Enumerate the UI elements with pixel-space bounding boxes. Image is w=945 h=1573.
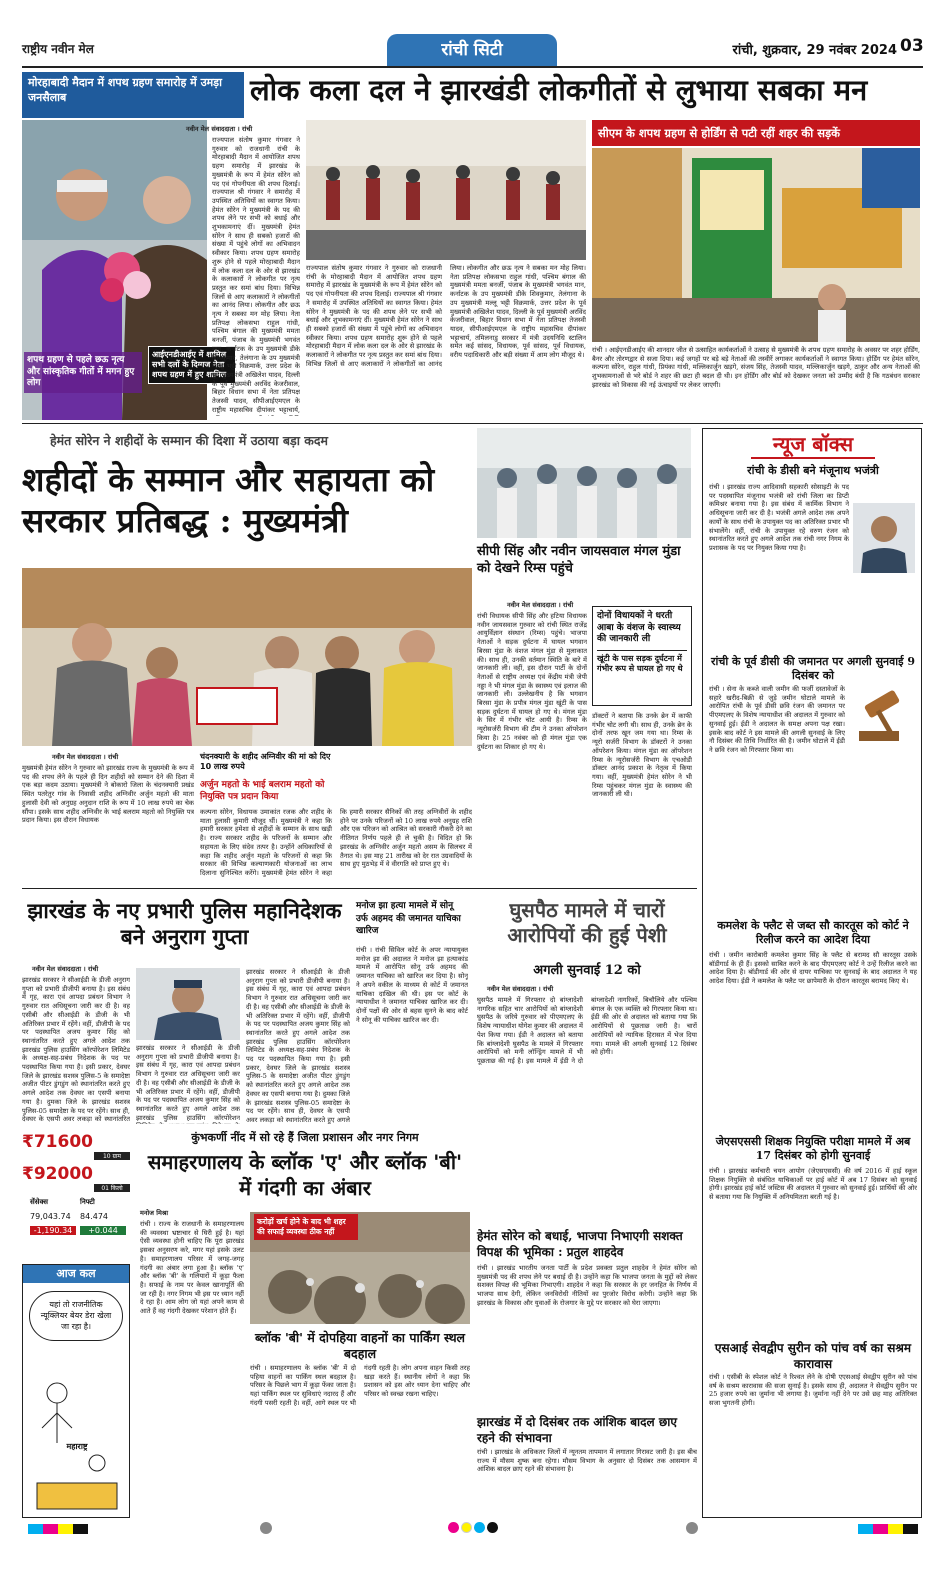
paper-logo: राष्ट्रीय नवीन मेल (22, 42, 94, 56)
caption-left: शपथ ग्रहण से पहले छऊ नृत्य और सांस्कृतिक गीतों में मगन हुए लोग (24, 352, 142, 393)
dgp-body-a: झारखंड सरकार ने सीआईडी के डीजी अनुराग गुप्ता को प्रभारी डीजीपी बनाया है। इस संबंध में गृह, कारा एवं आपदा प्रबंधन विभाग ने गुरुवार रात अधिसूचना जारी कर दी है। वह एसीबी और सीआईडी के डीजी के भी अतिरिक्त प्रभार में रहेंगे। वहीं, डीजीपी के पद पर पदस्थापित अजय कुमार सिंह को स्थानांतरित करते हुए अगले आदेश तक झारखंड पुलिस हाउसिंग कॉरपोरेशन लिमिटेड के अध्यक्ष-सह-प्रबंध निदेशक के पद पर पदस्थापित किया गया है। इसी प्रकार, देवघर जिले के झारखंड सशस्त्र पुलिस-5 के समादेष्टा अजीत पीटर डुंगडुंग को स्थानांतरित करते हुए अगले आदेश तक देवघर का एसपी बनाया गया है। दुमका जिले के झारखंड सशस्त्र पुलिस-05 समादेष्टा के पद पर रहेंगे। साथ ही, देवघर के एसपी अवर लकड़ा को स्थानांतरित (22, 976, 130, 1124)
news-item-body: रांची । एसीबी के स्पेशल कोर्ट ने रिश्वत लेने के दोषी एएसआई सेवद्वीप सुरीन को पांच वर्ष के सश्रम कारावास की सजा सुनाई है। इसके साथ ही, अदालत ने सेवद्वीप सुरीन पर 25 हजार रुपये का जुर्माना भी लगाया है। जुर्माना नहीं देने पर उसे छह माह अतिरिक्त सजा भुगतनी होगी। (709, 1373, 917, 1408)
sensex-label: सेंसेक्स (30, 1198, 48, 1206)
ghuspaith-byline: नवीन मेल संवाददाता । रांची (487, 985, 554, 993)
news-item-body: रांची । सेना के कब्जे वाली जमीन की फर्जी दस्तावेजों के सहारे खरीद-बिक्री से जुड़े जमीन घोटाले मामले के आरोपित रांची के पूर्व डीसी छवि रंजन की जमानत पर पीएमएलए के विशेष न्यायाधीश की अदालत में गुरुवार को सुनवाई हुई। ईडी ने अदालत के समक्ष अपना पक्ष रखा। इसके बाद कोर्ट ने इस मामले की अगली सुनवाई के लिए नौ दिसंबर की तिथि निर्धारित की है। जमीन घोटाले में ईडी ने छवि रंजन को गिरफ्तार किया था। (709, 685, 845, 754)
cartoon-bubble: यहां तो राजनीतिक न्यूक्लियर बेयर डेरा खेला जा रहा है। (29, 1291, 123, 1341)
right-head: सीएम के शपथ ग्रहण से होर्डिंग से पटी रहीं शहर की सड़कें (592, 120, 920, 146)
sonu-body: रांची । रांची सिविल कोर्ट के अपर न्यायायुक्त मनोज झा की अदालत ने मनोज झा हत्याकांड मामले में आरोपित सोनू उर्फ अहमद की जमानत याचिका को खारिज कर दिया है। सोनू ने अपने वकील के माध्यम से कोर्ट में जमानत याचिका दाखिल की थी। इस पर कोर्ट के न्यायाधीश ने जमानत याचिका खारिज कर दी। दोनों पक्षों की ओर से बहस सुनने के बाद कोर्ट ने सोनू की याचिका खारिज कर दी। (356, 946, 468, 1024)
sensex-value: 79,043.74 (30, 1212, 71, 1221)
collectorate-byline: मनोज मिश्रा (140, 1209, 169, 1217)
right-body: रांची । आईएनडीआईए की शानदार जीत से उत्साहित कार्यकर्ताओं ने उत्साह से मुख्यमंत्री के शपथ ग्रहण समारोह के अवसर पर शहर होर्डिंग, बैनर और तोरणद्वार से सजा दिया। कई जगहों पर बड़े बड़े नेताओं की तस्वीरें लगाकर कार्यकर्ताओं ने स्वागत किया। होर्डिंग पर हेमंत सोरेन, कल्पना सोरेन, राहुल गांधी, प्रियंका गांधी, मल्लिकार्जुन खड़गे, संजय सिंह, तेजस्वी यादव, मल्लिकार्जुन खड़गे, ठाकुर और अन्य नेताओं की शुभकामनाओं से भरे बोर्ड ने शहर की छटा ही बदल दी थी। इन होर्डिंग और बोर्ड को देखकर जनता को उम्मीद बंधी है कि गठबंधन सरकार झारखंड को विकास की नई ऊंचाइयों पर लेकर जाएगी। (592, 346, 920, 389)
sensex-change: -1,190.34 (30, 1226, 76, 1235)
news-item-head: रांची के पूर्व डीसी की जमानत पर अगली सुनवाई 9 दिसंबर को (711, 655, 915, 683)
rims-headline: सीपी सिंह और नवीन जायसवाल मंगल मुंडा को देखने रिम्स पहुंचे (477, 544, 681, 576)
news-box-title: न्यूज बॉक्स (751, 429, 875, 459)
rims-box (592, 606, 692, 706)
register-mark (686, 1522, 698, 1534)
top-byline: नवीन मेल संवाददाता । रांची (186, 125, 253, 133)
register-mark (260, 1522, 272, 1534)
shahdev-headline: हेमंत सोरेन को बधाई, भाजपा निभाएगी सशक्त विपक्ष की भूमिका : प्रतुल शाहदेव (477, 1229, 683, 1260)
divider (22, 423, 923, 424)
color-bar (28, 1524, 88, 1534)
lead-kicker: हेमंत सोरेन ने शहीदों के सम्मान की दिशा में उठाया बड़ा कदम (50, 433, 329, 448)
nifty-change: +0.044 (80, 1226, 126, 1235)
collectorate-headline: समाहरणालय के ब्लॉक 'ए' और ब्लॉक 'बी' में गंदगी का अंबार (147, 1150, 463, 1200)
lead-body2: कल्पना सोरेन, विधायक उमाकांत रजक और शहीद के माता हुलासी कुमारी मौजूद थीं। मुख्यमंत्री ने कहा कि हमारी सरकार हमेशा से शहीदों के सम्मान के साथ खड़ी है। राज्य सरकार शहीद के परिजनों के सम्मान और सहायता के लिए संदेव तत्पर है। उन्होंने अधिकारियों से कहा कि शहीद अर्जुन महतो के परिजनों से कहा कि सरकार की विभिन्न कल्याणकारी योजनाओं का लाभ दिलाना सुनिश्चित करेंगे। मुख्यमंत्री हेमंत सोरेन ने कहा कि हमारी सरकार सैनिकों की तरह अग्निवीरों के शहीद होने पर उनके परिजनों को 10 लाख रुपये अनुग्रह राशि और एक परिजन को आश्रित को सरकारी नौकरी देने का नीतिगत निर्णय पहले ही ले चुकी है। विदित हो कि झारखंड के अग्निवीर अर्जुन महतो असम के सिलचर में तैनात थे। इस माह 21 तारीख को देर रात उग्रवादियों के साथ हुए मुठभेड़ में वे वीरगति को प्राप्त हुए थे। (200, 808, 472, 877)
top-body-b: राज्यपाल संतोष कुमार गंगवार ने गुरुवार को राजधानी रांची के मोरहाबादी मैदान में आयोजित शपथ ग्रहण समारोह में झारखंड के मुख्यमंत्री के रूप में हेमंत सोरेन को पद एवं गोपनीयता की शपथ दिलाई। राज्यपाल श्री गंगवार ने समारोह में उपस्थित अतिथियों का स्वागत किया। हेमंत सोरेन ने मुख्यमंत्री के पद की शपथ लेने पर सभी को बधाई और शुभकामनाएं दीं। मुख्यमंत्री हेमंत सोरेन ने साथ ही सबको हजारों की संख्या में पहुंचे लोगों का अभिवादन स्वीकार किया। शपथ ग्रहण समारोह शुरू होने से पहले मोरहाबादी मैदान में लोक कला दल के ओर से झारखंड के कलाकारों ने लोकगीत पर नृत्य प्रस्तुत कर समां बांध दिया। विभिन्न जिलों से आए कलाकारों ने लोकगीतों का आनंद लिया। लोकगीत और छऊ नृत्य ने सबका मन मोह लिया। नेता प्रतिपक्ष लोकसभा राहुल गांधी, पश्चिम बंगाल की मुख्यमंत्री ममता बनर्जी, पंजाब के मुख्यमंत्री भगवंत मान, कर्नाटक के उप मुख्यमंत्री डीके शिवकुमार, तेलंगाना के उप मुख्यमंत्री मल्लू भट्टी विक्रमार्क, उत्तर प्रदेश के पूर्व मुख्यमंत्री अखिलेश यादव, दिल्ली के पूर्व मुख्यमंत्री अरविंद केजरीवाल, बिहार विधान सभा में नेता प्रतिपक्ष तेजस्वी यादव, सीपीआईएमएल के राष्ट्रीय महासचिव दीपांकर भट्टाचार्य, तमिलनाडु सरकार में मंत्री उदयनिधि स्टालिन समेत कई सांसद, विधायक, पूर्व सांसद, पूर्व विधायक, वरीय पदाधिकारी और बड़ी संख्या में आम लोग मौजूद थे। (306, 264, 586, 368)
top-body-a: राज्यपाल संतोष कुमार गंगवार ने गुरुवार को राजधानी रांची के मोरहाबादी मैदान में आयोजित शपथ ग्रहण समारोह में झारखंड के मुख्यमंत्री के रूप में हेमंत सोरेन को पद एवं गोपनीयता की शपथ दिलाई। राज्यपाल श्री गंगवार ने समारोह में उपस्थित अतिथियों का स्वागत किया। हेमंत सोरेन ने मुख्यमंत्री के पद की शपथ लेने पर सभी को बधाई और शुभकामनाएं दीं। मुख्यमंत्री हेमंत सोरेन ने साथ ही सबको हजारों की संख्या में पहुंचे लोगों का अभिवादन स्वीकार किया। शपथ ग्रहण समारोह शुरू होने से पहले मोरहाबादी मैदान में लोक कला दल के ओर से झारखंड के कलाकारों ने लोकगीत पर नृत्य प्रस्तुत कर समां बांध दिया। विभिन्न जिलों से आए कलाकारों ने लोकगीतों का आनंद लिया। लोकगीत और छऊ नृत्य ने सबका मन मोह लिया। नेता प्रतिपक्ष लोकसभा राहुल गांधी, पश्चिम बंगाल की मुख्यमंत्री ममता बनर्जी, पंजाब के मुख्यमंत्री भगवंत मान, कर्नाटक के उप मुख्यमंत्री डीके शिवकुमार, तेलंगाना के उप मुख्यमंत्री मल्लू भट्टी विक्रमार्क, उत्तर प्रदेश के पूर्व मुख्यमंत्री अखिलेश यादव, दिल्ली के पूर्व मुख्यमंत्री अरविंद केजरीवाल, बिहार विधान सभा में नेता प्रतिपक्ष तेजस्वी यादव, सीपीआईएमएल के राष्ट्रीय महासचिव दीपांकर भट्टाचार्य, (212, 136, 300, 414)
cartoon-title: आज कल (23, 1265, 129, 1283)
top-tag: मोरहाबादी मैदान में शपथ ग्रहण समारोह में उमड़ा जनसैलाब (22, 72, 244, 118)
masthead (22, 34, 923, 68)
photo-folk-dance (306, 120, 586, 260)
news-item-head: एसआई सेवद्वीप सुरीन को पांच वर्ष का सश्रम कारावास (714, 1341, 912, 1371)
dgp-byline: नवीन मेल संवाददाता । रांची (32, 965, 99, 973)
dgp-headline: झारखंड के नए प्रभारी पुलिस महानिदेशक बने अनुराग गुप्ता (27, 898, 342, 950)
photo-rims (477, 428, 691, 538)
rims-byline: नवीन मेल संवाददाता । रांची (507, 601, 574, 609)
color-dots (448, 1522, 500, 1534)
ghuspaith-body: घुसपैठ मामले में गिरफ्तार दो बांग्लादेशी नागरिक सहित चार आरोपियों को बांग्लादेशी घुसपैठ के जरिये गुरुवार को पीएमएलए के विशेष न्यायाधीश योगेश कुमार की अदालत में पेश किया गया। ईडी ने अदालत को बताया कि बांग्लादेशी घुसपैठ के मामले में गिरफ्तार आरोपियों को मनी लॉन्ड्रिंग मामले में भी पूछताछ की गई है। इस मामले में ईडी ने दो बांग्लादेशी नागरिकों, बिचौलिये और पश्चिम बंगाल के एक व्यक्ति को गिरफ्तार किया था। ईडी की ओर से अदालत को बताया गया कि आरोपियों से पूछताछ जारी है। चारों आरोपियों को न्यायिक हिरासत में भेज दिया गया। मामले की अगली सुनवाई 12 दिसंबर को होगी। (477, 996, 697, 1065)
silver-unit: 01 किलो (94, 1184, 130, 1192)
photo-manjunath (853, 503, 915, 573)
cartoon-box (22, 1264, 130, 1518)
ghuspaith-headline: घुसपैठ मामले में चारों आरोपियों की हुई पेशी (507, 898, 667, 947)
news-item-head: कमलेश के फ्लैट से जब्त सौ कारतूस को कोर्ट ने रिलीज करने का आदेश दिया (717, 919, 909, 947)
caption-badge: आईएनडीआईए में शामिल सभी दलों के दिग्गज नेता शपथ ग्रहण में हुए शामिल (148, 346, 236, 384)
news-item-head: रांची के डीसी बने मंजूनाथ भजंत्री (747, 464, 879, 477)
market-box (22, 1130, 130, 1244)
nifty-value: 84.474 (80, 1212, 108, 1221)
rims-box-head: दोनों विधायकों ने धरती आबा के वंशज के स्वास्थ्य की जानकारी ली (597, 611, 681, 645)
collectorate-sub-head: ब्लॉक 'बी' में दोपहिया वाहनों का पार्किंग स्थल बदहाल (254, 1330, 466, 1362)
rims-body: रांची विधायक सीपी सिंह और हटिया विधायक नवीन जायसवाल गुरुवार को रांची स्थित राजेंद्र आयुर्विज्ञान संस्थान (रिम्स) पहुंचे। भाजपा नेताओं ने सड़क दुर्घटना में घायल भगवान बिरसा मुंडा के वंशज मंगल मुंडा से मुलाकात की। साथ ही, उनकी वर्तमान स्थिति के बारे में जानकारी ली। वहीं, इस दौरान पार्टी के दोनों नेताओं से राष्ट्रीय अध्यक्ष एवं केंद्रीय मंत्री जेपी नड्डा ने भी मंगल मुंडा के स्वास्थ्य एवं इलाज की जानकारी ली। उल्लेखनीय है कि भगवान बिरसा मुंडा के प्रपौत्र मंगल मुंडा खूंटी के पास सड़क दुर्घटना में घायल हो गए थे। मंगल मुंडा के सिर में गंभीर चोट आयी है। रिम्स के न्यूरोसर्जरी विभाग की टीम ने उनका ऑपरेशन किया है। 25 नवंबर को ही मंगल मुंडा एक दुर्घटना का शिकार हो गए थे। (477, 612, 587, 751)
photo-anurag-gupta (136, 968, 240, 1040)
lead-body: मुख्यमंत्री हेमंत सोरेन ने गुरुवार को झारखंड राज्य के मुख्यमंत्री के रूप में पद की शपथ लेने के पहले ही दिन शहीदों को सम्मान देने की दिशा में एक बड़ा कदम उठाया। मुख्यमंत्री ने बोकारो जिला के चंदनक्यारी प्रखंड स्थित पतरेतुर गांव के निवासी शहीद अग्निवीर अर्जुन महतो की माता हुलासी देवी को अनुग्रह अनुदान राशि के रूप में 10 लाख रुपये का चेक सौंपा। इसके साथ शहीद अग्निवीर के भाई बलराम महतो को नियुक्ति पत्र प्रदान किया। इस दौरान विधायक (22, 764, 194, 825)
rims-body2: डॉक्टरों ने बताया कि उनके ब्रेन में काफी गंभीर चोट लगी थी। साथ ही, उनके ब्रेन के दोनों तरफ खून जम गया था। रिम्स के न्यूरो सर्जरी विभाग के डॉक्टरों ने उनका ऑपरेशन किया। मंगल मुंडा का ऑपरेशन रिम्स के न्यूरोसर्जरी विभाग के एचओडी डॉक्टर आनंद प्रकाश के नेतृत्व में किया गया। वहीं, मुख्यमंत्री हेमंत सोरेन ने भी रिम्स पहुंचकर मंगल मुंडा के स्वास्थ्य की जानकारी ली थी। (592, 712, 692, 799)
shahdev-body: रांची । झारखंड भारतीय जनता पार्टी के प्रदेश प्रवक्ता प्रतुल शाहदेव ने हेमंत सोरेन को मुख्यमंत्री पद की शपथ लेने पर बधाई दी है। उन्होंने कहा कि भाजपा जनता के मुद्दों को लेकर सशक्त विपक्ष की भूमिका निभाएगी। शाहदेव ने कहा कि सरकार के हर जनहित के निर्णय में भाजपा साथ देगी, लेकिन जनविरोधी नीतियों का पुरजोर विरोध करेगी। उन्होंने कहा कि झारखंड के विकास और युवाओं के रोजगार के मुद्दे पर सरकार को घेरा जाएगा। (477, 1264, 697, 1307)
weather-body: रांची । झारखंड के अधिकतर जिलों में न्यूनतम तापमान में लगातार गिरावट जारी है। इस बीच राज्य में मौसम शुष्क बना रहेगा। मौसम विभाग के अनुसार दो दिसंबर तक आसमान में आंशिक बादल छाए रहने की संभावना है। (477, 1448, 697, 1474)
lead-headline: शहीदों के सम्मान और सहायता को सरकार प्रतिबद्ध : मुख्यमंत्री (22, 460, 435, 540)
top-headline: लोक कला दल ने झारखंडी लोकगीतों से लुभाया सबका मन (250, 73, 868, 107)
collectorate-photo-badge: करोड़ों खर्च होने के बाद भी शहर की सफाई व्यवस्था ठीक नहीं (254, 1214, 358, 1240)
rims-box-sub: खूंटी के पास सड़क दुर्घटना में गंभीर रूप से घायल हो गए थे (597, 650, 687, 675)
news-item-body: रांची । झारखंड कर्मचारी चयन आयोग (जेएसएससी) की वर्ष 2016 में हाई स्कूल शिक्षक नियुक्ति से संबंधित याचिकाओं पर हाई कोर्ट में अब 17 दिसंबर को सुनवाई होगी। झारखंड हाई कोर्ट जस्टिस की अदालत में गुरुवार को सुनवाई हुई। प्रार्थियों की ओर से बताया गया कि नियुक्ति में अनियमितता बरती गई है। (709, 1167, 917, 1202)
nifty-label: निफ्टी (80, 1198, 95, 1206)
dateline: रांची, शुक्रवार, 29 नवंबर 2024 (732, 43, 897, 58)
lead-sub-head: अर्जुन महतो के भाई बलराम महतो को नियुक्ति पत्र प्रदान किया (200, 780, 325, 802)
ghuspaith-sub: अगली सुनवाई 12 को (533, 963, 641, 978)
lead-byline: नवीन मेल संवाददाता । रांची (52, 753, 119, 761)
collectorate-kicker: कुंभकर्णी नींद में सो रहे हैं जिला प्रशासन और नगर निगम (191, 1131, 419, 1144)
gold-unit: 10 ग्राम (94, 1152, 130, 1160)
news-item-head: जेएसएससी शिक्षक नियुक्ति परीक्षा मामले में अब 17 दिसंबर को होगी सुनवाई (715, 1135, 911, 1163)
photo-martyr-cheque (22, 568, 472, 746)
weather-headline: झारखंड में दो दिसंबर तक आंशिक बादल छाए रहने की संभावना (477, 1415, 678, 1446)
lead-sub-kicker: चंदनक्यारी के शहीद अग्निवीर की मां को दिए 10 लाख रुपये (200, 752, 331, 772)
collectorate-body2: रांची । समाहरणालय के ब्लॉक 'बी' में दो पहिया वाहनों का पार्किंग स्थल बदहाल है। परिसर के पिछले भाग में कूड़ा फेंका जाता है। यहां पार्किंग स्थल पर सुविधाएं नदारद हैं और गंदगी पसरी रहती है। वहीं, आगे स्थल पर भी गंदगी रहती है। लोग अपना वाहन किसी तरह खड़ा करते हैं। स्थानीय लोगों ने कहा कि प्रशासन को इस ओर ध्यान देना चाहिए और परिसर को स्वच्छ रखना चाहिए। (250, 1364, 470, 1407)
dgp-body-b: झारखंड सरकार ने सीआईडी के डीजी अनुराग गुप्ता को प्रभारी डीजीपी बनाया है। इस संबंध में गृह, कारा एवं आपदा प्रबंधन विभाग ने गुरुवार रात अधिसूचना जारी कर दी है। वह एसीबी और सीआईडी के डीजी के भी अतिरिक्त प्रभार में रहेंगे। वहीं, डीजीपी के पद पर पदस्थापित अजय कुमार सिंह को स्थानांतरित करते हुए अगले आदेश तक झारखंड पुलिस हाउसिंग कॉरपोरेशन (136, 1044, 240, 1122)
sonu-headline: मनोज झा हत्या मामले में सोनू उर्फ अहमद की जमानत याचिका खारिज (356, 901, 461, 937)
photo-hoardings (592, 148, 920, 342)
silver-price: ₹92000 (22, 1164, 93, 1184)
collectorate-body: रांची । राज्य के राजधानी के समाहरणालय की व्यवस्था भ्रष्टाचार से घिरी हुई है। यहां ऐसी व्यवस्था होनी चाहिए कि पूरा झारखंड इसका अनुसरण करे, मगर यहां इसके उलट है। समाहरणालय परिसर में जगह-जगह गंदगी का अंबार लगा हुआ है। ब्लॉक 'ए' और ब्लॉक 'बी' के गलियारों में कूड़ा फैला है। सफाई के नाम पर केवल खानापूर्ति की जा रही है। नगर निगम भी इस पर ध्यान नहीं दे रहा है। आम लोग जो यहां अपने काम से आते हैं वह गंदगी देखकर परेशान होते हैं। (140, 1220, 244, 1316)
cartoon-label: महाराष्ट्र (66, 1442, 88, 1451)
page-number: 03 (900, 36, 924, 56)
news-box (702, 428, 922, 1518)
section-title: रांची सिटी (387, 34, 557, 66)
divider (22, 888, 697, 889)
dgp-body-c: झारखंड सरकार ने सीआईडी के डीजी अनुराग गुप्ता को प्रभारी डीजीपी बनाया है। इस संबंध में गृह, कारा एवं आपदा प्रबंधन विभाग ने गुरुवार रात अधिसूचना जारी कर दी है। वह एसीबी और सीआईडी के डीजी के भी अतिरिक्त प्रभार में रहेंगे। वहीं, डीजीपी के पद पर पदस्थापित अजय कुमार सिंह को स्थानांतरित करते हुए अगले आदेश तक झारखंड पुलिस हाउसिंग कॉरपोरेशन लिमिटेड के अध्यक्ष-सह-प्रबंध निदेशक के पद पर पदस्थापित किया गया है। इसी प्रकार, देवघर जिले के झारखंड सशस्त्र पुलिस-5 के समादेष्टा अजीत पीटर डुंगडुंग को स्थानांतरित करते हुए अगले आदेश तक देवघर का एसपी बनाया गया है। दुमका जिले के झारखंड सशस्त्र पुलिस-05 समादेष्टा के पद पर रहेंगे। साथ ही, देवघर के एसपी अवर लकड़ा को स्थानांतरित करते हुए अगले (246, 968, 350, 1124)
color-bar (858, 1524, 918, 1534)
gavel-icon (849, 685, 915, 749)
news-item-body: रांची । झारखंड राज्य आदिवासी सहकारी सोसाइटी के पद पर पदस्थापित मंजूनाथ भजंत्री को रांची जिला का डिप्टी कमिश्नर बनाया गया है। इस संबंध में कार्मिक विभाग ने अधिसूचना जारी कर दी है। भजंत्री अगले आदेश तक अपने कार्यों के साथ रांची के उपायुक्त पद का अतिरिक्त प्रभार भी संभालेंगे। वहीं, रांची के उपायुक्त रहे वरुण रंजन को स्थानांतरित करते हुए अगले आदेश तक रांची नगर निगम के प्रशासक के पद पर नियुक्त किया गया है। (709, 483, 849, 552)
gold-price: ₹71600 (22, 1132, 93, 1152)
news-item-body: रांची । जमीन कारोबारी कमलेश कुमार सिंह के फ्लैट से बरामद सौ कारतूस उसके बॉडीगार्ड के ही हैं। इसको साबित करने के बाद पीएमएलए कोर्ट ने उन्हें रिलीज करने का आदेश दिया है। बॉडीगार्ड की ओर से दायर याचिका पर सुनवाई के बाद अदालत ने यह आदेश दिया। ईडी ने कमलेश के फ्लैट पर छापेमारी के दौरान कारतूस बरामद किए थे। (709, 951, 917, 986)
